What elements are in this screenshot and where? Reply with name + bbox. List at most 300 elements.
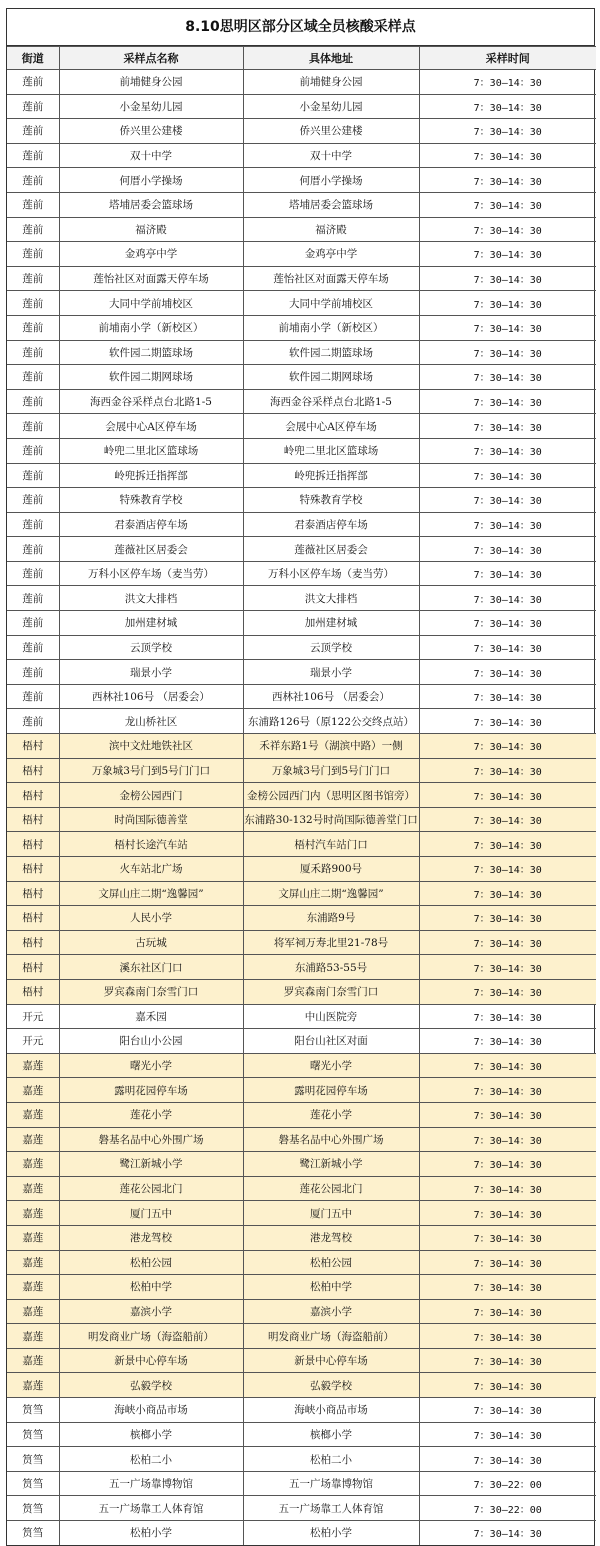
table-row xyxy=(7,1053,596,1078)
cell-street: 梧村 xyxy=(7,881,59,906)
table-row xyxy=(7,512,596,537)
cell-time: 7：30—14：30 xyxy=(419,1152,596,1177)
cell-site-name: 金鸡亭中学 xyxy=(59,242,243,267)
cell-street: 莲前 xyxy=(7,389,59,414)
cell-site-name: 小金星幼儿园 xyxy=(59,94,243,119)
cell-address: 松柏小学 xyxy=(243,1521,419,1545)
cell-address: 鹭江新城小学 xyxy=(243,1152,419,1177)
cell-address: 金榜公园西门内（思明区图书馆旁） xyxy=(243,783,419,808)
table-row xyxy=(7,1176,596,1201)
table-row xyxy=(7,930,596,955)
cell-street: 莲前 xyxy=(7,660,59,685)
table-row xyxy=(7,1447,596,1472)
cell-street: 莲前 xyxy=(7,315,59,340)
cell-address: 东浦路9号 xyxy=(243,906,419,931)
cell-street: 梧村 xyxy=(7,857,59,882)
cell-address: 君泰酒店停车场 xyxy=(243,512,419,537)
cell-time: 7：30—14：30 xyxy=(419,586,596,611)
table-row xyxy=(7,709,596,734)
cell-street: 嘉莲 xyxy=(7,1102,59,1127)
table-row xyxy=(7,365,596,390)
cell-site-name: 嘉滨小学 xyxy=(59,1299,243,1324)
cell-time: 7：30—14：30 xyxy=(419,242,596,267)
cell-street: 筼筜 xyxy=(7,1471,59,1496)
cell-address: 莲薇社区居委会 xyxy=(243,537,419,562)
cell-time: 7：30—14：30 xyxy=(419,1521,596,1545)
cell-time: 7：30—14：30 xyxy=(419,365,596,390)
cell-address: 何厝小学操场 xyxy=(243,168,419,193)
cell-street: 莲前 xyxy=(7,242,59,267)
cell-site-name: 会展中心A区停车场 xyxy=(59,414,243,439)
cell-street: 莲前 xyxy=(7,635,59,660)
cell-time: 7：30—14：30 xyxy=(419,1201,596,1226)
cell-time: 7：30—14：30 xyxy=(419,1053,596,1078)
table-row xyxy=(7,1078,596,1103)
cell-address: 东浦路126号（原122公交终点站） xyxy=(243,709,419,734)
cell-street: 嘉莲 xyxy=(7,1152,59,1177)
cell-address: 中山医院旁 xyxy=(243,1004,419,1029)
cell-street: 筼筜 xyxy=(7,1496,59,1521)
table-row xyxy=(7,414,596,439)
cell-street: 莲前 xyxy=(7,611,59,636)
cell-time: 7：30—14：30 xyxy=(419,512,596,537)
cell-address: 禾祥东路1号（湖滨中路）一侧 xyxy=(243,734,419,759)
table-row xyxy=(7,1102,596,1127)
cell-time: 7：30—14：30 xyxy=(419,1102,596,1127)
cell-site-name: 万象城3号门到5号门门口 xyxy=(59,758,243,783)
cell-address: 岭兜拆迁指挥部 xyxy=(243,463,419,488)
cell-street: 莲前 xyxy=(7,561,59,586)
cell-time: 7：30—14：30 xyxy=(419,734,596,759)
cell-time: 7：30—14：30 xyxy=(419,389,596,414)
cell-address: 港龙驾校 xyxy=(243,1225,419,1250)
table-row xyxy=(7,94,596,119)
cell-address: 岭兜二里北区篮球场 xyxy=(243,438,419,463)
cell-site-name: 洪文大排档 xyxy=(59,586,243,611)
cell-time: 7：30—14：30 xyxy=(419,857,596,882)
cell-site-name: 时尚国际德善堂 xyxy=(59,807,243,832)
cell-site-name: 龙山桥社区 xyxy=(59,709,243,734)
cell-address: 云顶学校 xyxy=(243,635,419,660)
cell-address: 厦禾路900号 xyxy=(243,857,419,882)
cell-address: 新景中心停车场 xyxy=(243,1348,419,1373)
cell-site-name: 曙光小学 xyxy=(59,1053,243,1078)
cell-time: 7：30—14：30 xyxy=(419,217,596,242)
cell-time: 7：30—14：30 xyxy=(419,635,596,660)
cell-site-name: 双十中学 xyxy=(59,143,243,168)
cell-time: 7：30—14：30 xyxy=(419,930,596,955)
cell-street: 开元 xyxy=(7,1004,59,1029)
cell-time: 7：30—22：00 xyxy=(419,1471,596,1496)
cell-site-name: 万科小区停车场（麦当劳） xyxy=(59,561,243,586)
cell-time: 7：30—14：30 xyxy=(419,119,596,144)
header-address: 具体地址 xyxy=(243,47,419,70)
cell-time: 7：30—14：30 xyxy=(419,660,596,685)
cell-street: 莲前 xyxy=(7,414,59,439)
cell-street: 开元 xyxy=(7,1029,59,1054)
cell-time: 7：30—14：30 xyxy=(419,1176,596,1201)
table-row xyxy=(7,242,596,267)
table-row xyxy=(7,1348,596,1373)
cell-address: 莲花公园北门 xyxy=(243,1176,419,1201)
table-row xyxy=(7,807,596,832)
cell-site-name: 火车站北广场 xyxy=(59,857,243,882)
table-row xyxy=(7,217,596,242)
table-row xyxy=(7,586,596,611)
cell-time: 7：30—14：30 xyxy=(419,340,596,365)
cell-address: 松柏二小 xyxy=(243,1447,419,1472)
table-row xyxy=(7,1324,596,1349)
cell-site-name: 软件园二期篮球场 xyxy=(59,340,243,365)
cell-time: 7：30—14：30 xyxy=(419,1324,596,1349)
cell-street: 嘉莲 xyxy=(7,1275,59,1300)
cell-street: 莲前 xyxy=(7,94,59,119)
cell-street: 莲前 xyxy=(7,143,59,168)
cell-time: 7：30—14：30 xyxy=(419,1029,596,1054)
cell-time: 7：30—14：30 xyxy=(419,168,596,193)
cell-site-name: 文屏山庄二期“逸馨园” xyxy=(59,881,243,906)
table-row xyxy=(7,1127,596,1152)
cell-address: 侨兴里公建楼 xyxy=(243,119,419,144)
table-row xyxy=(7,315,596,340)
cell-site-name: 前埔南小学（新校区） xyxy=(59,315,243,340)
cell-time: 7：30—14：30 xyxy=(419,94,596,119)
cell-site-name: 鹭江新城小学 xyxy=(59,1152,243,1177)
table-row xyxy=(7,1299,596,1324)
cell-site-name: 五一广场靠博物馆 xyxy=(59,1471,243,1496)
cell-time: 7：30—14：30 xyxy=(419,881,596,906)
cell-address: 小金星幼儿园 xyxy=(243,94,419,119)
cell-time: 7：30—14：30 xyxy=(419,979,596,1004)
cell-site-name: 厦门五中 xyxy=(59,1201,243,1226)
cell-street: 筼筜 xyxy=(7,1521,59,1545)
table-row xyxy=(7,463,596,488)
cell-site-name: 松柏公园 xyxy=(59,1250,243,1275)
cell-address: 嘉滨小学 xyxy=(243,1299,419,1324)
cell-site-name: 港龙驾校 xyxy=(59,1225,243,1250)
table-row xyxy=(7,955,596,980)
cell-address: 莲花小学 xyxy=(243,1102,419,1127)
cell-time: 7：30—14：30 xyxy=(419,611,596,636)
table-row xyxy=(7,488,596,513)
table-row xyxy=(7,1521,596,1545)
cell-site-name: 五一广场靠工人体育馆 xyxy=(59,1496,243,1521)
table-row xyxy=(7,881,596,906)
cell-site-name: 海峡小商品市场 xyxy=(59,1398,243,1423)
cell-street: 嘉莲 xyxy=(7,1299,59,1324)
header-site-name: 采样点名称 xyxy=(59,47,243,70)
cell-site-name: 君泰酒店停车场 xyxy=(59,512,243,537)
header-time: 采样时间 xyxy=(419,47,596,70)
table-row xyxy=(7,635,596,660)
cell-address: 厦门五中 xyxy=(243,1201,419,1226)
cell-street: 莲前 xyxy=(7,537,59,562)
cell-street: 莲前 xyxy=(7,70,59,95)
table-row xyxy=(7,758,596,783)
cell-time: 7：30—14：30 xyxy=(419,414,596,439)
cell-time: 7：30—14：30 xyxy=(419,1422,596,1447)
cell-site-name: 云顶学校 xyxy=(59,635,243,660)
cell-address: 将军祠万寿北里21-78号 xyxy=(243,930,419,955)
cell-site-name: 软件园二期网球场 xyxy=(59,365,243,390)
cell-address: 五一广场靠工人体育馆 xyxy=(243,1496,419,1521)
table-row xyxy=(7,119,596,144)
cell-site-name: 西林社106号 （居委会） xyxy=(59,684,243,709)
cell-address: 莲怡社区对面露天停车场 xyxy=(243,266,419,291)
cell-time: 7：30—14：30 xyxy=(419,70,596,95)
cell-address: 万科小区停车场（麦当劳） xyxy=(243,561,419,586)
cell-address: 软件园二期网球场 xyxy=(243,365,419,390)
cell-address: 罗宾森南门奈雪门口 xyxy=(243,979,419,1004)
cell-site-name: 大同中学前埔校区 xyxy=(59,291,243,316)
cell-address: 金鸡亭中学 xyxy=(243,242,419,267)
cell-site-name: 岭兜拆迁指挥部 xyxy=(59,463,243,488)
table-row xyxy=(7,1422,596,1447)
cell-address: 阳台山社区对面 xyxy=(243,1029,419,1054)
table-row xyxy=(7,1004,596,1029)
cell-address: 加州建材城 xyxy=(243,611,419,636)
cell-site-name: 阳台山小公园 xyxy=(59,1029,243,1054)
cell-site-name: 罗宾森南门奈雪门口 xyxy=(59,979,243,1004)
cell-address: 海峡小商品市场 xyxy=(243,1398,419,1423)
table-row xyxy=(7,1373,596,1398)
cell-address: 文屏山庄二期“逸馨园” xyxy=(243,881,419,906)
cell-address: 明发商业广场（海盗船前） xyxy=(243,1324,419,1349)
cell-site-name: 特殊教育学校 xyxy=(59,488,243,513)
cell-site-name: 嘉禾园 xyxy=(59,1004,243,1029)
table-row xyxy=(7,832,596,857)
cell-street: 莲前 xyxy=(7,291,59,316)
table-row xyxy=(7,192,596,217)
table-row xyxy=(7,561,596,586)
cell-address: 海西金谷采样点台北路1-5 xyxy=(243,389,419,414)
table-row xyxy=(7,1152,596,1177)
cell-time: 7：30—14：30 xyxy=(419,807,596,832)
cell-time: 7：30—14：30 xyxy=(419,1004,596,1029)
cell-time: 7：30—14：30 xyxy=(419,1250,596,1275)
table-row xyxy=(7,70,596,95)
table-row xyxy=(7,1471,596,1496)
cell-street: 梧村 xyxy=(7,930,59,955)
cell-site-name: 岭兜二里北区篮球场 xyxy=(59,438,243,463)
cell-address: 瑞景小学 xyxy=(243,660,419,685)
cell-street: 莲前 xyxy=(7,488,59,513)
cell-address: 松柏公园 xyxy=(243,1250,419,1275)
cell-time: 7：30—14：30 xyxy=(419,1127,596,1152)
cell-street: 莲前 xyxy=(7,266,59,291)
cell-time: 7：30—14：30 xyxy=(419,832,596,857)
cell-address: 东浦路53-55号 xyxy=(243,955,419,980)
cell-site-name: 金榜公园西门 xyxy=(59,783,243,808)
cell-address: 前埔南小学（新校区） xyxy=(243,315,419,340)
table-row xyxy=(7,1201,596,1226)
cell-time: 7：30—14：30 xyxy=(419,192,596,217)
cell-time: 7：30—14：30 xyxy=(419,266,596,291)
sampling-sites-table xyxy=(7,46,596,1545)
table-row xyxy=(7,168,596,193)
cell-street: 嘉莲 xyxy=(7,1324,59,1349)
cell-street: 嘉莲 xyxy=(7,1176,59,1201)
cell-address: 万象城3号门到5号门门口 xyxy=(243,758,419,783)
cell-street: 嘉莲 xyxy=(7,1078,59,1103)
cell-site-name: 溪东社区门口 xyxy=(59,955,243,980)
table-row xyxy=(7,979,596,1004)
cell-site-name: 莲怡社区对面露天停车场 xyxy=(59,266,243,291)
table-row xyxy=(7,291,596,316)
cell-time: 7：30—14：30 xyxy=(419,955,596,980)
cell-address: 西林社106号 （居委会） xyxy=(243,684,419,709)
cell-street: 嘉莲 xyxy=(7,1053,59,1078)
table-header-row xyxy=(7,47,596,70)
cell-time: 7：30—14：30 xyxy=(419,684,596,709)
cell-site-name: 滨中文灶地铁社区 xyxy=(59,734,243,759)
table-row xyxy=(7,266,596,291)
cell-address: 五一广场靠博物馆 xyxy=(243,1471,419,1496)
cell-site-name: 弘毅学校 xyxy=(59,1373,243,1398)
cell-time: 7：30—14：30 xyxy=(419,1225,596,1250)
cell-street: 莲前 xyxy=(7,709,59,734)
cell-site-name: 明发商业广场（海盗船前） xyxy=(59,1324,243,1349)
table-body xyxy=(7,70,596,1545)
table-row xyxy=(7,438,596,463)
cell-street: 莲前 xyxy=(7,192,59,217)
cell-site-name: 莲花小学 xyxy=(59,1102,243,1127)
cell-site-name: 加州建材城 xyxy=(59,611,243,636)
cell-time: 7：30—14：30 xyxy=(419,906,596,931)
cell-address: 曙光小学 xyxy=(243,1053,419,1078)
cell-site-name: 前埔健身公园 xyxy=(59,70,243,95)
cell-site-name: 露明花园停车场 xyxy=(59,1078,243,1103)
cell-time: 7：30—14：30 xyxy=(419,315,596,340)
cell-street: 嘉莲 xyxy=(7,1225,59,1250)
table-row xyxy=(7,734,596,759)
cell-street: 莲前 xyxy=(7,365,59,390)
cell-address: 塔埔居委会篮球场 xyxy=(243,192,419,217)
cell-time: 7：30—14：30 xyxy=(419,1398,596,1423)
cell-time: 7：30—14：30 xyxy=(419,709,596,734)
cell-street: 筼筜 xyxy=(7,1447,59,1472)
cell-time: 7：30—14：30 xyxy=(419,143,596,168)
cell-street: 嘉莲 xyxy=(7,1127,59,1152)
cell-site-name: 海西金谷采样点台北路1-5 xyxy=(59,389,243,414)
cell-street: 梧村 xyxy=(7,758,59,783)
table-row xyxy=(7,857,596,882)
cell-street: 梧村 xyxy=(7,832,59,857)
cell-street: 嘉莲 xyxy=(7,1348,59,1373)
cell-time: 7：30—14：30 xyxy=(419,291,596,316)
cell-address: 软件园二期篮球场 xyxy=(243,340,419,365)
table-row xyxy=(7,537,596,562)
cell-time: 7：30—14：30 xyxy=(419,1373,596,1398)
cell-address: 福济殿 xyxy=(243,217,419,242)
sampling-sites-sheet xyxy=(6,8,595,1546)
cell-time: 7：30—14：30 xyxy=(419,758,596,783)
table-row xyxy=(7,340,596,365)
cell-street: 嘉莲 xyxy=(7,1250,59,1275)
cell-site-name: 莲薇社区居委会 xyxy=(59,537,243,562)
cell-street: 莲前 xyxy=(7,119,59,144)
cell-address: 露明花园停车场 xyxy=(243,1078,419,1103)
table-row xyxy=(7,1398,596,1423)
cell-street: 莲前 xyxy=(7,463,59,488)
table-row xyxy=(7,660,596,685)
cell-street: 莲前 xyxy=(7,168,59,193)
cell-time: 7：30—14：30 xyxy=(419,561,596,586)
cell-site-name: 福济殿 xyxy=(59,217,243,242)
cell-time: 7：30—14：30 xyxy=(419,1447,596,1472)
cell-address: 松柏中学 xyxy=(243,1275,419,1300)
table-row xyxy=(7,906,596,931)
cell-street: 梧村 xyxy=(7,979,59,1004)
table-row xyxy=(7,1275,596,1300)
cell-street: 梧村 xyxy=(7,734,59,759)
cell-street: 莲前 xyxy=(7,684,59,709)
cell-site-name: 人民小学 xyxy=(59,906,243,931)
cell-street: 筼筜 xyxy=(7,1422,59,1447)
table-row xyxy=(7,1225,596,1250)
cell-address: 槟榔小学 xyxy=(243,1422,419,1447)
cell-time: 7：30—14：30 xyxy=(419,783,596,808)
table-row xyxy=(7,389,596,414)
cell-address: 洪文大排档 xyxy=(243,586,419,611)
cell-street: 嘉莲 xyxy=(7,1201,59,1226)
cell-street: 梧村 xyxy=(7,783,59,808)
cell-street: 莲前 xyxy=(7,340,59,365)
cell-address: 大同中学前埔校区 xyxy=(243,291,419,316)
header-street: 街道 xyxy=(7,47,59,70)
cell-address: 弘毅学校 xyxy=(243,1373,419,1398)
cell-address: 双十中学 xyxy=(243,143,419,168)
cell-address: 梧村汽车站门口 xyxy=(243,832,419,857)
cell-site-name: 松柏中学 xyxy=(59,1275,243,1300)
cell-address: 磐基名品中心外围广场 xyxy=(243,1127,419,1152)
cell-street: 莲前 xyxy=(7,217,59,242)
cell-site-name: 古玩城 xyxy=(59,930,243,955)
cell-site-name: 松柏二小 xyxy=(59,1447,243,1472)
cell-time: 7：30—14：30 xyxy=(419,438,596,463)
cell-site-name: 梧村长途汽车站 xyxy=(59,832,243,857)
table-row xyxy=(7,1496,596,1521)
cell-address: 会展中心A区停车场 xyxy=(243,414,419,439)
table-row xyxy=(7,684,596,709)
cell-street: 梧村 xyxy=(7,955,59,980)
cell-time: 7：30—14：30 xyxy=(419,488,596,513)
table-row xyxy=(7,783,596,808)
cell-time: 7：30—14：30 xyxy=(419,1078,596,1103)
cell-site-name: 瑞景小学 xyxy=(59,660,243,685)
cell-time: 7：30—14：30 xyxy=(419,1299,596,1324)
cell-address: 特殊教育学校 xyxy=(243,488,419,513)
cell-time: 7：30—14：30 xyxy=(419,463,596,488)
table-row xyxy=(7,1029,596,1054)
cell-site-name: 何厝小学操场 xyxy=(59,168,243,193)
cell-street: 梧村 xyxy=(7,807,59,832)
cell-street: 梧村 xyxy=(7,906,59,931)
cell-street: 莲前 xyxy=(7,512,59,537)
cell-time: 7：30—22：00 xyxy=(419,1496,596,1521)
cell-site-name: 松柏小学 xyxy=(59,1521,243,1545)
cell-address: 东浦路30-132号时尚国际德善堂门口 xyxy=(243,807,419,832)
cell-street: 嘉莲 xyxy=(7,1373,59,1398)
cell-site-name: 新景中心停车场 xyxy=(59,1348,243,1373)
cell-time: 7：30—14：30 xyxy=(419,1275,596,1300)
cell-site-name: 侨兴里公建楼 xyxy=(59,119,243,144)
cell-site-name: 磐基名品中心外围广场 xyxy=(59,1127,243,1152)
cell-time: 7：30—14：30 xyxy=(419,537,596,562)
table-row xyxy=(7,143,596,168)
table-row xyxy=(7,611,596,636)
cell-address: 前埔健身公园 xyxy=(243,70,419,95)
